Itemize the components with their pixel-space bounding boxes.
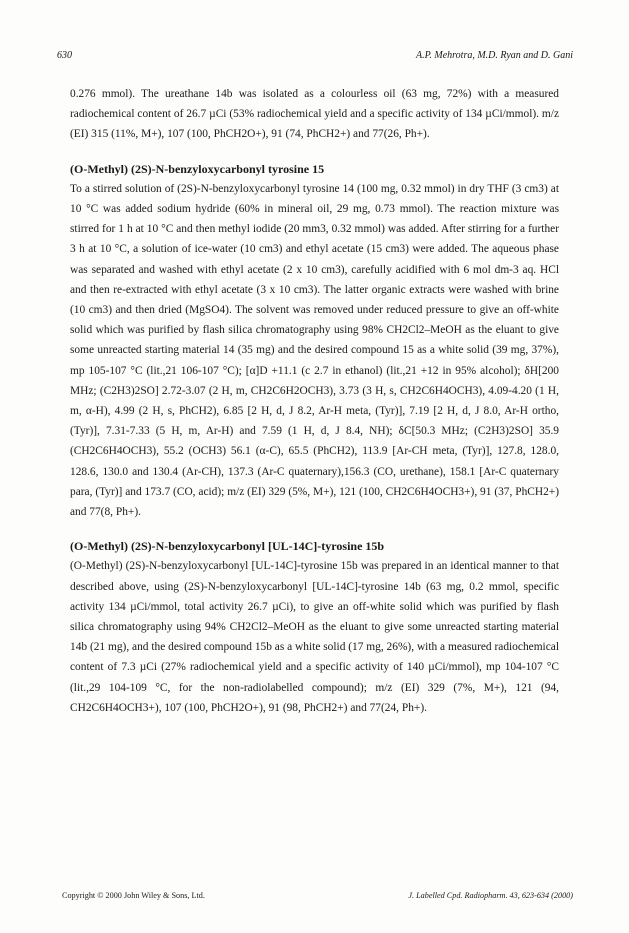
page-number: 630 xyxy=(57,50,72,61)
section-heading-compound-15b: (O-Methyl) (2S)-N-benzyloxycarbonyl [UL-14C]-tyrosine 15b xyxy=(70,539,385,554)
paragraph-compound-15b: (O-Methyl) (2S)-N-benzyloxycarbonyl [UL-14C]-tyrosine 15b was prepared in an identical manner to that described above, using (2S)-N-benzyloxycarbonyl [UL-14C]-tyrosine 14b (63 mg, 0.2 mmol, specific activity 134 µCi/mmol, total activity 26.7 µCi), to give an off-white solid which was purified by flash silica chromatography using 94% CH2Cl2–MeOH as the eluant to give some unreacted starting material 14b (21 mg), and the desired compound 15b as a white solid (17 mg, 26%), with a measured radiochemical content of 7.3 µCi (27% radiochemical yield and a specific activity of 140 µCi/mmol), mp 104-107 °C (lit.,29 104-109 °C, for the non-radiolabelled compound); m/z (EI) 329 (7%, M+), 121 (94, CH2C6H4OCH3+), 107 (100, PhCH2O+), 91 (98, PhCH2+) and 77(24, Ph+). xyxy=(70,560,559,714)
running-header xyxy=(57,50,573,66)
section-heading-compound-15: (O-Methyl) (2S)-N-benzyloxycarbonyl tyrosine 15 xyxy=(70,161,325,176)
journal-citation: J. Labelled Cpd. Radiopharm. 43, 623-634 (2000) xyxy=(408,891,573,900)
copyright-notice: Copyright © 2000 John Wiley & Sons, Ltd. xyxy=(62,891,205,900)
running-authors: A.P. Mehrotra, M.D. Ryan and D. Gani xyxy=(415,50,573,61)
page-footer xyxy=(62,891,573,905)
paragraph-compound-15: To a stirred solution of (2S)-N-benzyloxycarbonyl tyrosine 14 (100 mg, 0.32 mmol) in dry THF (3 cm3) at 10 °C was added sodium hydride (60% in mineral oil, 29 mg, 0.73 mmol). The reaction mixture was stirred for 1 h at 10 °C and then methyl iodide (20 mm3, 0.32 mmol) was added. After stirring for a further 3 h at 10 °C, a solution of ice-water (10 cm3) and ethyl acetate (15 cm3) were added. The aqueous phase was separated and washed with ethyl acetate (2 x 10 cm3), carefully acidified with 6 mol dm-3 aq. HCl and then re-extracted with ethyl acetate (3 x 10 cm3). The latter organic extracts were washed with brine (10 cm3) and then dried (MgSO4). The solvent was removed under reduced pressure to give an off-white solid which was purified by flash silica chromatography using 98% CH2Cl2–MeOH as the eluant to give some unreacted starting material 14 (35 mg) and the desired compound 15 as a white solid (39 mg, 37%), mp 105-107 °C (lit.,21 106-107 °C); [α]D +11.1 (c 2.7 in ethanol) (lit.,21 +12 in 95% alcohol); δH[200 MHz; (C2H3)2SO] 2.72-3.07 (2 H, m, CH2C6H2OCH3), 3.73 (3 H, s, CH2C6H4OCH3), 4.09-4.20 (1 H, m, α-H), 4.99 (2 H, s, PhCH2), 6.85 [2 H, d, J 8.2, Ar-H meta, (Tyr)], 7.19 [2 H, d, J 8.0, Ar-H ortho, (Tyr)], 7.31-7.33 (5 H, m, Ar-H) and 7.59 (1 H, d, J 8.4, NH); δC[50.3 MHz; (C2H3)2SO] 35.9 (CH2C6H4OCH3), 55.2 (OCH3) 56.1 (α-C), 65.5 (PhCH2), 113.9 [Ar-CH meta, (Tyr)], 127.8, 128.0, 128.6, 130.0 and 130.4 (Ar-CH), 137.3 (Ar-C quaternary),156.3 (CO, urethane), 158.1 [Ar-C quaternary para, (Tyr)] and 173.7 (CO, acid); m/z (EI) 329 (5%, M+), 121 (100, CH2C6H4OCH3+), 91 (37, PhCH2+) and 77(8, Ph+). xyxy=(70,182,559,519)
paragraph-continued: 0.276 mmol). The ureathane 14b was isolated as a colourless oil (63 mg, 72%) with a measured radiochemical content of 26.7 µCi (53% radiochemical yield and a specific activity of 134 µCi/mmol). m/z (EI) 315 (11%, M+), 107 (100, PhCH2O+), 91 (74, PhCH2+) and 77(26, Ph+). xyxy=(70,88,559,141)
article-body xyxy=(70,84,559,718)
